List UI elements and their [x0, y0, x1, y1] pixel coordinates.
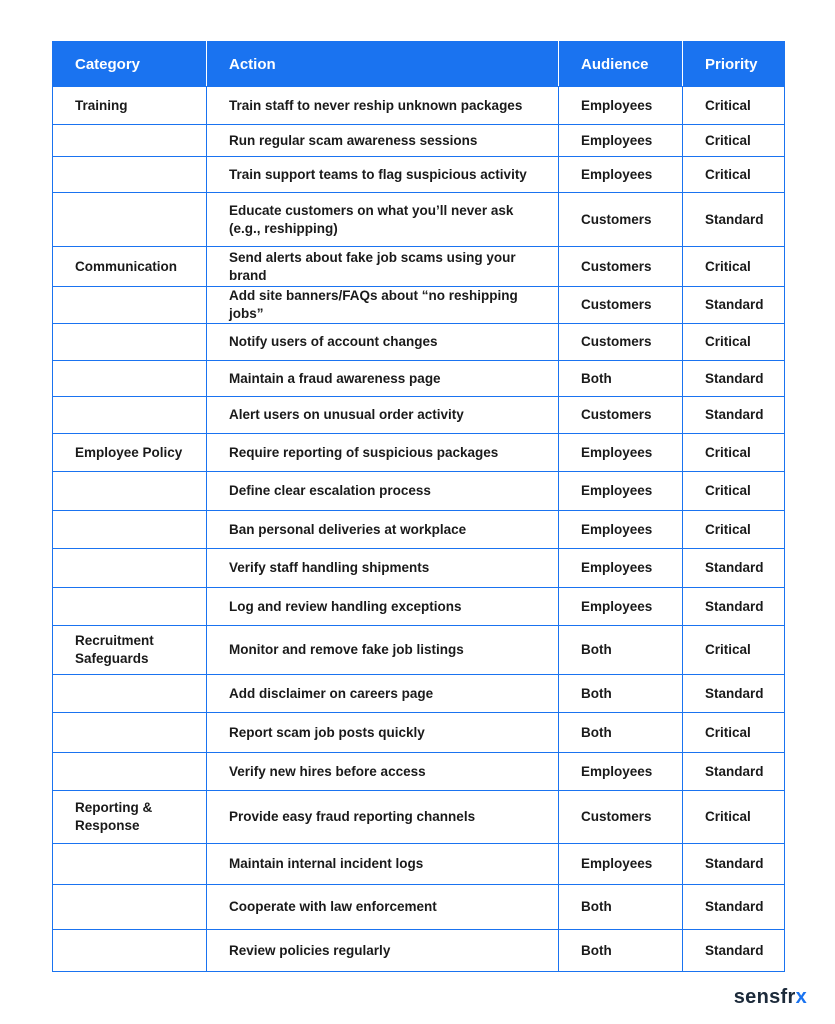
- cell-audience: Both: [559, 626, 683, 675]
- cell-action: Ban personal deliveries at workplace: [207, 511, 559, 549]
- cell-priority: Critical: [683, 125, 785, 157]
- cell-action: Cooperate with law enforcement: [207, 885, 559, 930]
- cell-audience: Employees: [559, 511, 683, 549]
- cell-priority: Standard: [683, 397, 785, 434]
- table-row: [53, 434, 785, 472]
- cell-category: [53, 125, 207, 157]
- cell-priority: Standard: [683, 675, 785, 713]
- brand-logo: [734, 986, 807, 1009]
- cell-action: Log and review handling exceptions: [207, 588, 559, 626]
- cell-audience: Customers: [559, 397, 683, 434]
- cell-action: Run regular scam awareness sessions: [207, 125, 559, 157]
- cell-priority: Critical: [683, 87, 785, 125]
- cell-category: [53, 287, 207, 324]
- logo-text: sensfr: [733, 986, 796, 1008]
- cell-audience: Customers: [559, 193, 683, 247]
- cell-category: [53, 844, 207, 885]
- table-row: [53, 287, 785, 324]
- cell-audience: Employees: [559, 844, 683, 885]
- cell-audience: Employees: [559, 472, 683, 511]
- table-row: [53, 675, 785, 713]
- table-row: [53, 588, 785, 626]
- cell-priority: Standard: [683, 588, 785, 626]
- cell-action: Add disclaimer on careers page: [207, 675, 559, 713]
- table-row: [53, 791, 785, 844]
- table-row: [53, 125, 785, 157]
- cell-priority: Standard: [683, 753, 785, 791]
- table-body: [53, 87, 785, 972]
- table-row: [53, 885, 785, 930]
- cell-priority: Standard: [683, 885, 785, 930]
- cell-action: Train staff to never reship unknown packages: [207, 87, 559, 125]
- cell-priority: Critical: [683, 791, 785, 844]
- cell-action: Train support teams to flag suspicious activity: [207, 157, 559, 193]
- cell-category: [53, 549, 207, 588]
- cell-priority: Standard: [683, 361, 785, 397]
- cell-action: Monitor and remove fake job listings: [207, 626, 559, 675]
- cell-audience: Both: [559, 361, 683, 397]
- priority-table: [52, 41, 785, 972]
- table-row: [53, 844, 785, 885]
- cell-category: [53, 885, 207, 930]
- cell-action: Alert users on unusual order activity: [207, 397, 559, 434]
- table-row: [53, 930, 785, 972]
- cell-category: [53, 157, 207, 193]
- header-action: Action: [207, 42, 559, 87]
- cell-action: Maintain a fraud awareness page: [207, 361, 559, 397]
- cell-category: [53, 930, 207, 972]
- cell-audience: Employees: [559, 549, 683, 588]
- cell-priority: Critical: [683, 157, 785, 193]
- cell-category: Reporting & Response: [53, 791, 207, 844]
- cell-category: [53, 324, 207, 361]
- cell-audience: Both: [559, 675, 683, 713]
- cell-action: Notify users of account changes: [207, 324, 559, 361]
- table-row: [53, 247, 785, 287]
- cell-category: [53, 713, 207, 753]
- cell-category: [53, 675, 207, 713]
- cell-audience: Employees: [559, 87, 683, 125]
- cell-audience: Both: [559, 713, 683, 753]
- cell-action: Add site banners/FAQs about “no reshipping jobs”: [207, 287, 559, 324]
- cell-category: [53, 753, 207, 791]
- table-row: [53, 713, 785, 753]
- cell-action: Require reporting of suspicious packages: [207, 434, 559, 472]
- logo-x-mark: x: [795, 986, 807, 1008]
- table-row: [53, 472, 785, 511]
- cell-action: Provide easy fraud reporting channels: [207, 791, 559, 844]
- table-row: [53, 361, 785, 397]
- cell-priority: Critical: [683, 713, 785, 753]
- cell-category: Employee Policy: [53, 434, 207, 472]
- cell-priority: Standard: [683, 549, 785, 588]
- table-row: [53, 626, 785, 675]
- cell-action: Send alerts about fake job scams using your brand: [207, 247, 559, 287]
- cell-category: Recruitment Safeguards: [53, 626, 207, 675]
- cell-category: [53, 361, 207, 397]
- cell-action: Define clear escalation process: [207, 472, 559, 511]
- table-row: [53, 511, 785, 549]
- cell-priority: Critical: [683, 511, 785, 549]
- cell-priority: Critical: [683, 434, 785, 472]
- cell-audience: Customers: [559, 324, 683, 361]
- cell-category: [53, 472, 207, 511]
- cell-audience: Employees: [559, 753, 683, 791]
- cell-action: Report scam job posts quickly: [207, 713, 559, 753]
- cell-priority: Critical: [683, 472, 785, 511]
- cell-category: [53, 397, 207, 434]
- cell-category: [53, 588, 207, 626]
- cell-audience: Customers: [559, 287, 683, 324]
- cell-action: Review policies regularly: [207, 930, 559, 972]
- header-priority: Priority: [683, 42, 785, 87]
- cell-category: Communication: [53, 247, 207, 287]
- table-row: [53, 549, 785, 588]
- cell-action: Verify staff handling shipments: [207, 549, 559, 588]
- cell-audience: Both: [559, 930, 683, 972]
- cell-category: [53, 193, 207, 247]
- cell-action: Verify new hires before access: [207, 753, 559, 791]
- table-row: [53, 157, 785, 193]
- header-audience: Audience: [559, 42, 683, 87]
- cell-action: Educate customers on what you’ll never ask (e.g., reshipping): [207, 193, 559, 247]
- cell-audience: Employees: [559, 434, 683, 472]
- cell-priority: Critical: [683, 247, 785, 287]
- cell-audience: Customers: [559, 791, 683, 844]
- table-row: [53, 193, 785, 247]
- cell-category: [53, 511, 207, 549]
- cell-priority: Standard: [683, 193, 785, 247]
- cell-priority: Standard: [683, 287, 785, 324]
- table-row: [53, 753, 785, 791]
- header-row: [53, 42, 785, 87]
- header-category: Category: [53, 42, 207, 87]
- cell-audience: Employees: [559, 588, 683, 626]
- table-row: [53, 324, 785, 361]
- cell-priority: Critical: [683, 324, 785, 361]
- cell-audience: Both: [559, 885, 683, 930]
- cell-priority: Critical: [683, 626, 785, 675]
- table-row: [53, 397, 785, 434]
- cell-audience: Employees: [559, 157, 683, 193]
- cell-audience: Customers: [559, 247, 683, 287]
- cell-priority: Standard: [683, 930, 785, 972]
- cell-category: Training: [53, 87, 207, 125]
- table-row: [53, 87, 785, 125]
- cell-action: Maintain internal incident logs: [207, 844, 559, 885]
- cell-audience: Employees: [559, 125, 683, 157]
- cell-priority: Standard: [683, 844, 785, 885]
